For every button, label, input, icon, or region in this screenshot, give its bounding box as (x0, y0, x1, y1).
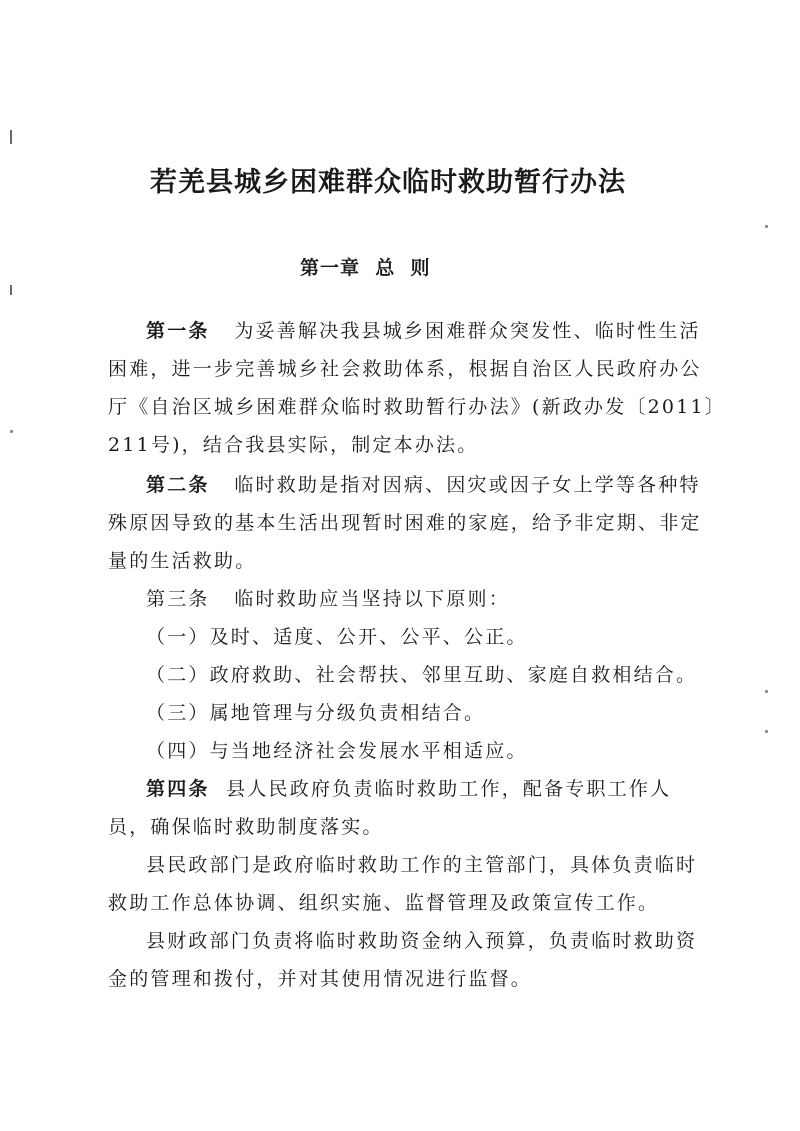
article-2 (108, 466, 704, 580)
document-title: 若羌县城乡困难群众临时救助暂行办法 (150, 167, 626, 198)
article-3-item-3: （三）属地管理与分级负责相结合。 (146, 702, 486, 724)
article-2-text: 临时救助是指对因病、因灾或因子女上学等各种特 (234, 474, 701, 496)
article-4-para-2-line-1: 县民政部门是政府临时救助工作的主管部门，具体负责临时 (146, 854, 698, 876)
article-3-text: 临时救助应当坚持以下原则： (234, 588, 510, 610)
scan-artifact (765, 225, 768, 228)
article-3-item-2: （二）政府救助、社会帮扶、邻里互助、家庭自救相结合。 (146, 664, 698, 686)
article-4-para-3-line-2: 金的管理和拨付，并对其使用情况进行监督。 (108, 968, 533, 990)
article-3-line-1 (108, 580, 704, 618)
article-4-para-2-line-2: 救助工作总体协调、组织实施、监督管理及政策宣传工作。 (108, 892, 660, 914)
article-2-line-3: 量的生活救助。 (108, 550, 257, 572)
article-2-line-1 (108, 466, 704, 504)
scan-artifact (765, 730, 768, 733)
article-4-label: 第四条 (146, 778, 210, 800)
scan-artifact (10, 130, 12, 144)
chapter-heading: 第一章 总 则 (300, 257, 431, 279)
article-4-text: 县人民政府负责临时救助工作，配备专职工作人 (226, 778, 672, 800)
scan-artifact (765, 690, 768, 693)
scan-artifact (10, 285, 12, 295)
scan-artifact (10, 430, 13, 433)
article-1-text: 为妥善解决我县城乡困难群众突发性、临时性生活 (234, 320, 701, 342)
article-3 (108, 580, 704, 770)
article-1-line-3: 厅《自治区城乡困难群众临时救助暂行办法》(新政办发〔2011〕 (108, 396, 726, 418)
article-1-line-4: 211号)，结合我县实际，制定本办法。 (108, 434, 479, 456)
article-2-line-2: 殊原因导致的基本生活出现暂时困难的家庭，给予非定期、非定 (108, 512, 702, 534)
article-4-para-3-line-1: 县财政部门负责将临时救助资金纳入预算，负责临时救助资 (146, 930, 698, 952)
article-1-line-1 (108, 312, 704, 350)
article-1-label: 第一条 (146, 320, 210, 342)
article-3-item-1: （一）及时、适度、公开、公平、公正。 (146, 626, 528, 648)
article-3-item-4: （四）与当地经济社会发展水平相适应。 (146, 740, 528, 762)
article-4-line-1 (108, 770, 704, 808)
article-4-line-2: 员，确保临时救助制度落实。 (108, 816, 384, 838)
article-4 (108, 770, 704, 998)
article-1 (108, 312, 726, 464)
article-1-line-2: 困难，进一步完善城乡社会救助体系，根据自治区人民政府办公 (108, 358, 702, 380)
article-3-label: 第三条 (146, 588, 210, 610)
article-2-label: 第二条 (146, 474, 210, 496)
